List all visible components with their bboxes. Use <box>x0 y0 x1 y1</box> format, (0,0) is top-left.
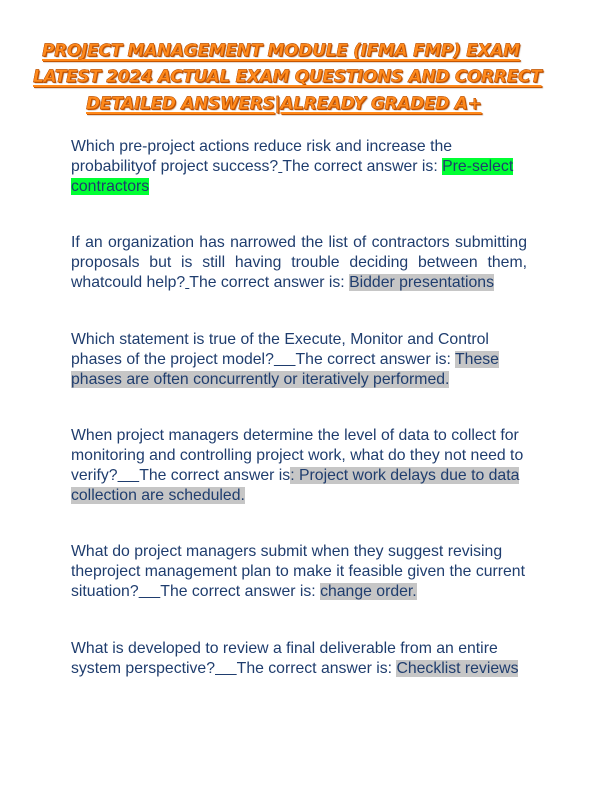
title-line-2: LATEST 2024 ACTUAL EXAM QUESTIONS AND CORRECT <box>33 67 542 87</box>
title-line-1: PROJECT MANAGEMENT MODULE (IFMA FMP) EXAM <box>42 41 520 61</box>
question-text: When project managers determine the level of data to collect for monitoring and controlling project work, what do they not need to verify? <box>71 427 524 484</box>
qa-item-3 <box>71 330 527 390</box>
question-text: Which pre-project actions reduce risk and increase the probabilityof project success? <box>71 138 453 175</box>
question-text: What do project managers submit when they suggest revising theproject management plan to make it feasible given the current situation? <box>71 543 525 600</box>
answer-blank <box>274 351 296 368</box>
title-line-3: DETAILED ANSWERS|ALREADY GRADED A+ <box>86 94 482 114</box>
qa-item-1 <box>71 137 527 197</box>
answer-lead: The correct answer is: <box>295 351 456 368</box>
qa-item-4 <box>71 426 527 506</box>
answer-highlight: These phases are often concurrently or iteratively performed. <box>71 351 499 388</box>
answer-lead: The correct answer is: <box>282 158 443 175</box>
answer-highlight: change order. <box>320 583 417 600</box>
qa-item-5 <box>71 542 527 602</box>
question-text: What is developed to review a final deliverable from an entire system perspective? <box>71 640 498 677</box>
answer-highlight: Checklist reviews <box>396 660 519 677</box>
question-text: If an organization has narrowed the list of contractors submitting proposals but is still having trouble deciding between them, whatcould help? <box>71 234 527 291</box>
qa-item-2 <box>71 233 527 293</box>
answer-lead: The correct answer is: <box>236 660 397 677</box>
answer-lead: The correct answer is <box>139 467 291 484</box>
answer-blank <box>215 660 237 677</box>
answer-highlight: : Project work delays due to data collection are scheduled. <box>71 467 520 504</box>
answer-highlight: Bidder presentations <box>349 274 494 291</box>
answer-lead: The correct answer is: <box>160 583 321 600</box>
answer-blank <box>118 467 140 484</box>
qa-item-6 <box>71 639 527 679</box>
answer-lead: The correct answer is: <box>189 274 350 291</box>
answer-highlight: Pre-select contractors <box>71 158 514 195</box>
question-text: Which statement is true of the Execute, Monitor and Control phases of the project model? <box>71 331 489 368</box>
answer-blank <box>139 583 161 600</box>
